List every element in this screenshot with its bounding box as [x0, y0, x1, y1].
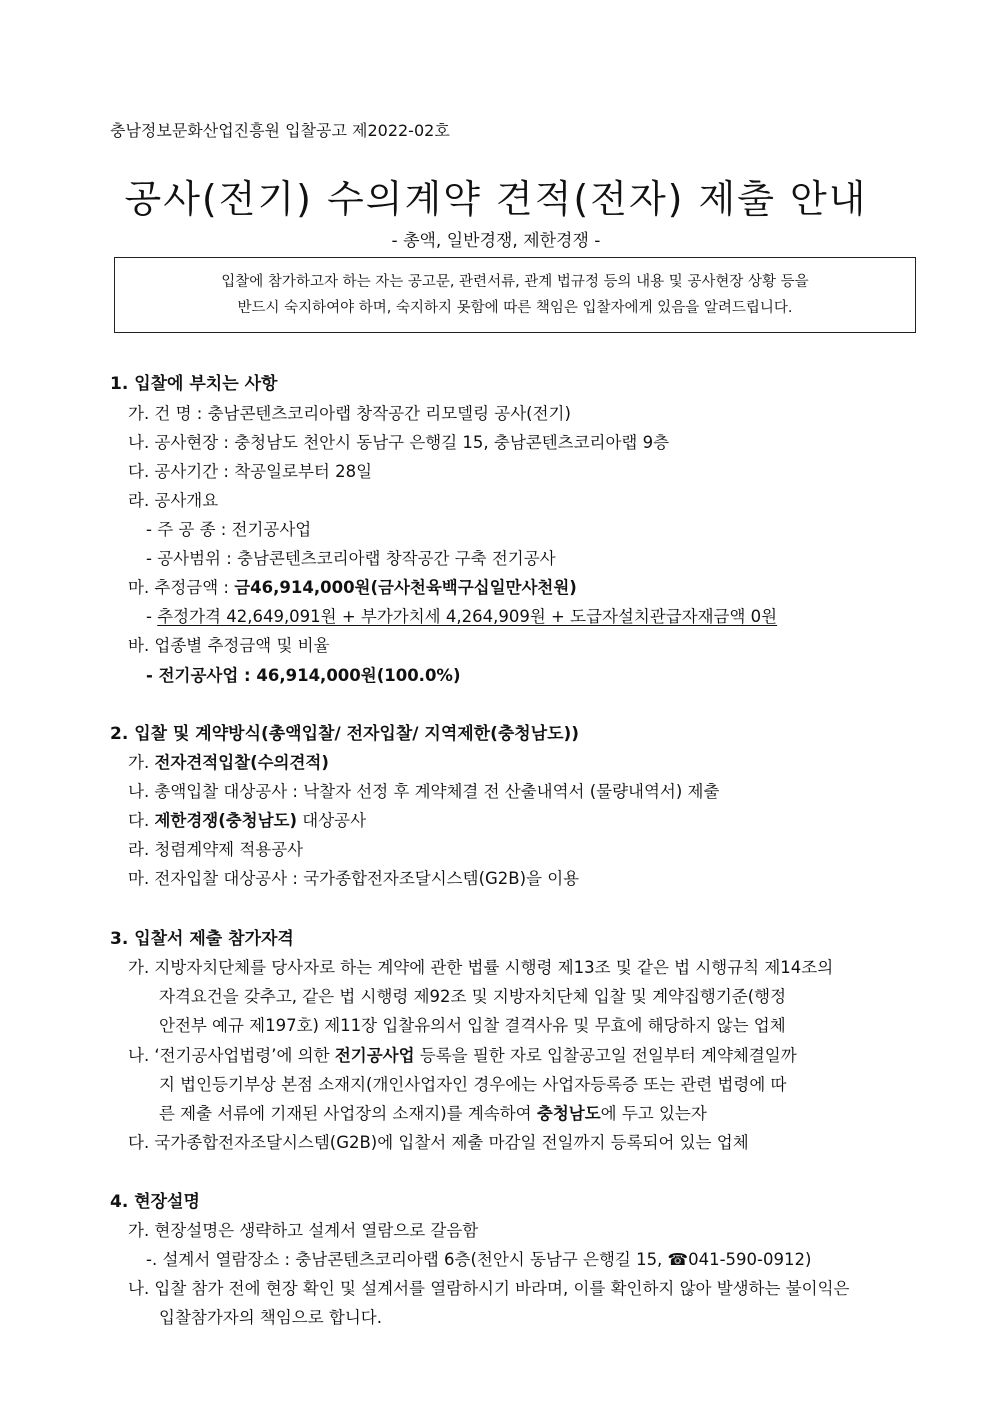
s2-item-ga: [128, 753, 329, 773]
s3-item-ga-line-2: 자격요건을 갖추고, 같은 법 시행령 제92조 및 지방자치단체 입찰 및 계약집행기준(행정: [159, 987, 787, 1006]
s3-item-na-1b: 전기공사업: [334, 1046, 415, 1065]
notice-number: 충남정보문화산업진흥원 입찰공고 제2022-02호: [110, 121, 450, 140]
s2-item-da-bold: 제한경쟁(충청남도): [154, 811, 298, 830]
s1-item-ma-value: 금46,914,000원(금사천육백구십일만사천원): [234, 578, 577, 597]
section-4-heading: 4. 현장설명: [110, 1192, 200, 1212]
s3-item-na-3a: 른 제출 서류에 기재된 사업장의 소재지)를 계속하여: [159, 1104, 537, 1123]
s1-item-ra: 라. 공사개요: [128, 491, 219, 510]
s1-item-ma-detail-dash: -: [146, 607, 158, 626]
s2-item-na: 나. 총액입찰 대상공사 : 낙찰자 선정 후 계약체결 전 산출내역서 (물량내역서) 제출: [128, 782, 720, 801]
s3-item-ga-line-3: 안전부 예규 제197호) 제11장 입찰유의서 입찰 결격사유 및 무효에 해당하지 않는 업체: [159, 1016, 786, 1035]
notice-line-1: 입찰에 참가하고자 하는 자는 공고문, 관련서류, 관계 법규정 등의 내용 및 공사현장 상황 등을: [221, 274, 809, 290]
section-2-heading: 2. 입찰 및 계약방식(총액입찰/ 전자입찰/ 지역제한(충청남도)): [110, 724, 580, 744]
s1-item-ma-detail: [146, 607, 777, 627]
s2-item-ra: 라. 청렴계약제 적용공사: [128, 840, 304, 859]
s4-item-ga: 가. 현장설명은 생략하고 설계서 열람으로 갈음함: [128, 1221, 479, 1240]
section-1-heading: 1. 입찰에 부치는 사항: [110, 374, 278, 394]
s4-item-ga-1: -. 설계서 열람장소 : 충남콘텐츠코리아랩 6층(천안시 동남구 은행길 15, ☎041-590-0912): [146, 1250, 812, 1269]
s1-item-na: 나. 공사현장 : 충청남도 천안시 동남구 은행길 15, 충남콘텐츠코리아랩 9층: [128, 433, 670, 452]
s2-item-ga-prefix: 가.: [128, 753, 155, 772]
s1-item-ma-detail-text: 추정가격 42,649,091원 + 부가가치세 4,264,909원 + 도급자설치관급자재금액 0원: [157, 607, 778, 626]
s3-item-ga-line-1: 가. 지방자치단체를 당사자로 하는 계약에 관한 법률 시행령 제13조 및 같은 법 시행규칙 제14조의: [128, 958, 834, 977]
s2-item-ga-text: 전자견적입찰(수의견적): [154, 753, 329, 772]
s2-item-ma: 마. 전자입찰 대상공사 : 국가종합전자조달시스템(G2B)을 이용: [128, 869, 580, 888]
s3-item-na-3b: 충청남도: [536, 1104, 601, 1123]
s2-item-da: [128, 811, 366, 831]
s1-item-ma: [128, 578, 577, 598]
s1-item-ga: 가. 건 명 : 충남콘텐츠코리아랩 창작공간 리모델링 공사(전기): [128, 404, 571, 423]
notice-box: [114, 257, 916, 333]
s3-item-na-1a: 나. ‘전기공사업법령’에 의한: [128, 1046, 335, 1065]
s1-item-ra-2: - 공사범위 : 충남콘텐츠코리아랩 창작공간 구축 전기공사: [146, 549, 556, 568]
page-title: 공사(전기) 수의계약 견적(전자) 제출 안내: [124, 177, 868, 221]
s3-item-na-line-2: 지 법인등기부상 본점 소재지(개인사업자인 경우에는 사업자등록증 또는 관련 법령에 따: [159, 1075, 787, 1094]
page-subtitle: - 총액, 일반경쟁, 제한경쟁 -: [391, 231, 601, 251]
s3-item-na-line-3: [159, 1104, 707, 1124]
s3-item-na-3c: 에 두고 있는자: [600, 1104, 707, 1123]
section-3-heading: 3. 입찰서 제출 참가자격: [110, 929, 294, 949]
notice-line-2: 반드시 숙지하여야 하며, 숙지하지 못함에 따른 책임은 입찰자에게 있음을 알려드립니다.: [237, 300, 793, 316]
s3-item-na-1c: 등록을 필한 자로 입찰공고일 전일부터 계약체결일까: [414, 1046, 797, 1065]
s1-item-da: 다. 공사기간 : 착공일로부터 28일: [128, 462, 373, 481]
s4-item-na-line-1: 나. 입찰 참가 전에 현장 확인 및 설계서를 열람하시기 바라며, 이를 확인하지 않아 발생하는 불이익은: [128, 1279, 850, 1298]
s3-item-da: 다. 국가종합전자조달시스템(G2B)에 입찰서 제출 마감일 전일까지 등록되어 있는 업체: [128, 1133, 749, 1152]
s2-item-da-prefix: 다.: [128, 811, 155, 830]
s1-item-ba-1: - 전기공사업 : 46,914,000원(100.0%): [146, 666, 461, 685]
s1-item-ma-label: 마. 추정금액 :: [128, 578, 235, 597]
s1-item-ra-1: - 주 공 종 : 전기공사업: [146, 520, 312, 539]
s4-item-na-line-2: 입찰참가자의 책임으로 합니다.: [159, 1308, 382, 1327]
s3-item-na-line-1: [128, 1046, 797, 1066]
s1-item-ba: 바. 업종별 추정금액 및 비율: [128, 636, 330, 655]
s2-item-da-suffix: 대상공사: [297, 811, 367, 830]
